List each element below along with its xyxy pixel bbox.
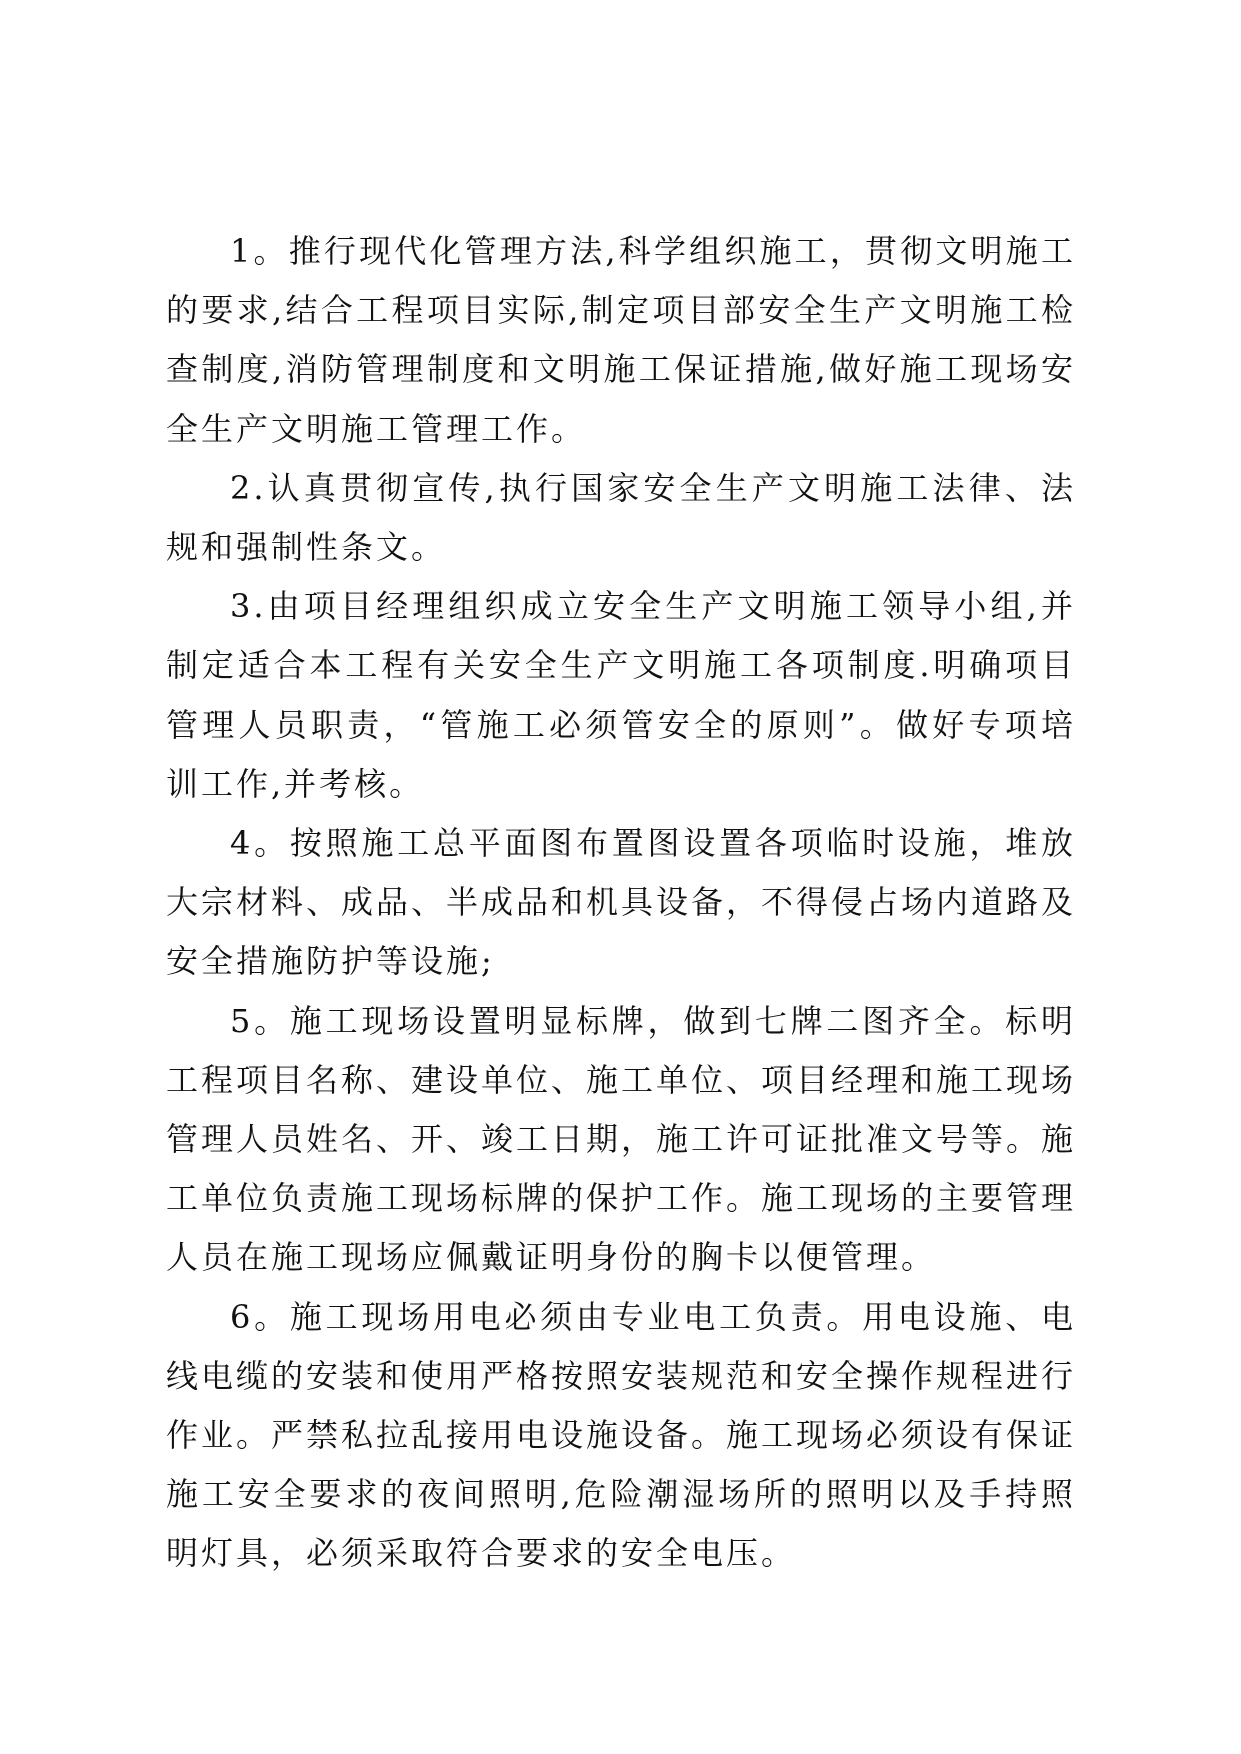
- paragraph-1: 1。推行现代化管理方法,科学组织施工，贯彻文明施工的要求,结合工程项目实际,制定项目部安全生产文明施工检查制度,消防管理制度和文明施工保证措施,做好施工现场安全生产文明施工管理工作。: [166, 232, 1076, 448]
- document-page: [166, 222, 1076, 1584]
- paragraph-6: 6。施工现场用电必须由专业电工负责。用电设施、电线电缆的安装和使用严格按照安装规范和安全操作规程进行作业。严禁私拉乱接用电设施设备。施工现场必须设有保证施工安全要求的夜间照明,危险潮湿场所的照明以及手持照明灯具，必须采取符合要求的安全电压。: [166, 1297, 1077, 1573]
- paragraph-5: 5。施工现场设置明显标牌，做到七牌二图齐全。标明工程项目名称、建设单位、施工单位、项目经理和施工现场管理人员姓名、开、竣工日期，施工许可证批准文号等。施工单位负责施工现场标牌的保护工作。施工现场的主要管理人员在施工现场应佩戴证明身份的胸卡以便管理。: [166, 1001, 1077, 1277]
- paragraph-4: 4。按照施工总平面图布置图设置各项临时设施，堆放大宗材料、成品、半成品和机具设备，不得侵占场内道路及安全措施防护等设施;: [166, 824, 1077, 981]
- paragraph-3: 3.由项目经理组织成立安全生产文明施工领导小组,并制定适合本工程有关安全生产文明施工各项制度.明确项目管理人员职责，“管施工必须管安全的原则”。做好专项培训工作,并考核。: [166, 587, 1076, 803]
- paragraph-2: 2.认真贯彻宣传,执行国家安全生产文明施工法律、法规和强制性条文。: [166, 468, 1076, 567]
